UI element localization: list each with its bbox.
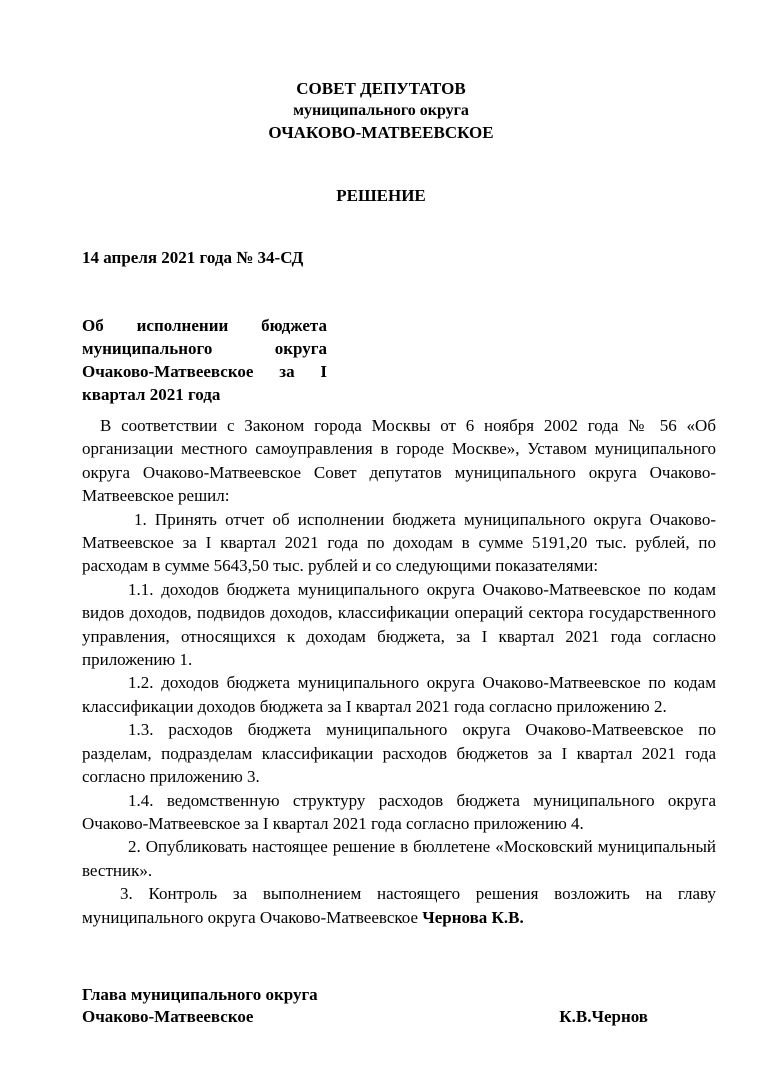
district-name: ОЧАКОВО-МАТВЕЕВСКОЕ: [268, 123, 494, 142]
signatory-position-line2: Очаково-Матвеевское: [82, 1007, 254, 1026]
item-2: 2. Опубликовать настоящее решение в бюллетене «Московский муниципальный вестник».: [82, 837, 716, 880]
date-number-line: 14 апреля 2021 года № 34-СД: [82, 248, 304, 267]
intro-paragraph: В соответствии с Законом города Москвы от 6 ноября 2002 года № 56 «Об организации местного самоуправления в городе Москве», Уставом муниципального округа Очаково-Матвеевское Совет депутатов муниципального округа Очаково-Матвеевское решил:: [82, 416, 716, 506]
item-1-1: 1.1. доходов бюджета муниципального округа Очаково-Матвеевское по кодам видов доходов, подвидов доходов, классификации операций сектора государственного управления, относящихся к доходам бюджета, за I квартал 2021 года согласно приложению 1.: [82, 579, 716, 670]
signatory-name: К.В.Чернов: [559, 1007, 648, 1026]
item-1-4: 1.4. ведомственную структуру расходов бюджета муниципального округа Очаково-Матвеевское за I квартал 2021 года согласно приложению 4.: [82, 790, 716, 833]
document-header: [0, 78, 762, 144]
item-1-2: 1.2. доходов бюджета муниципального округа Очаково-Матвеевское по кодам классификации доходов бюджета за I квартал 2021 года согласно приложению 2.: [82, 673, 716, 716]
council-title: СОВЕТ ДЕПУТАТОВ: [296, 79, 466, 98]
decision-subject: Об исполнении бюджета муниципального округа Очаково-Матвеевское за I квартал 2021 года: [82, 316, 327, 404]
district-type: муниципального округа: [293, 102, 469, 119]
decision-body: [82, 414, 716, 929]
item-3: [82, 882, 716, 929]
item-3-chief-name: Чернова К.В.: [422, 907, 524, 927]
item-1-3: 1.3. расходов бюджета муниципального округа Очаково-Матвеевское по разделам, подразделам классификации расходов бюджетов за I квартал 2021 года согласно приложению 3.: [82, 720, 716, 787]
item-1: 1. Принять отчет об исполнении бюджета муниципального округа Очаково-Матвеевское за I квартал 2021 года по доходам в сумме 5191,20 тыс. рублей, по расходам в сумме 5643,50 тыс. рублей и со следующими показателями:: [82, 509, 716, 576]
item-3-text: 3. Контроль за выполнением настоящего решения возложить на главу муниципального округа Очаково-Матвеевское: [82, 884, 716, 927]
decision-title: РЕШЕНИЕ: [336, 186, 426, 205]
signature-block: [82, 984, 648, 1028]
signatory-position-line1: Глава муниципального округа: [82, 985, 318, 1004]
